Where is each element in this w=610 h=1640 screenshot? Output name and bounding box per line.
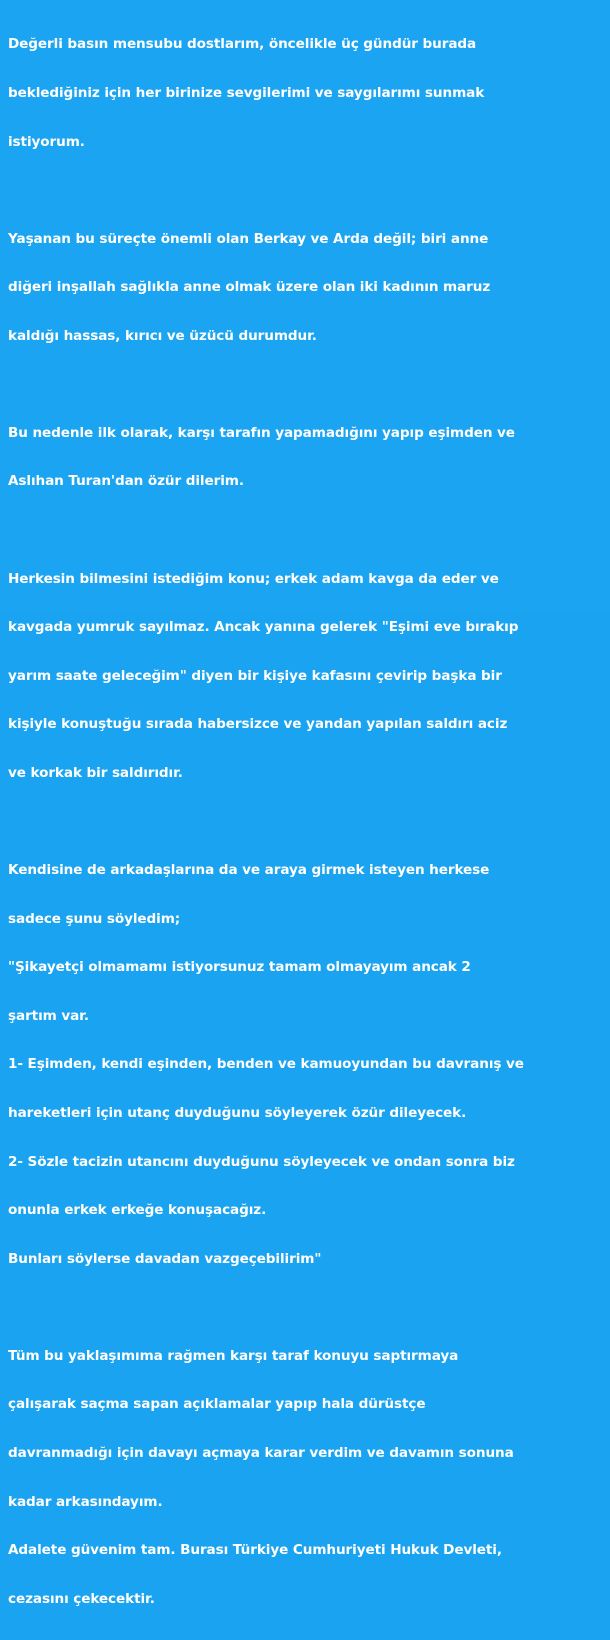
text-line: çalışarak saçma sapan açıklamalar yapıp hala dürüstçe xyxy=(8,1396,426,1413)
text-line: Aslıhan Turan'dan özür dilerim. xyxy=(8,473,244,490)
text-line: ve korkak bir saldırıdır. xyxy=(8,764,183,781)
text-line: Bu nedenle ilk olarak, karşı tarafın yapamadığını yapıp eşimden ve xyxy=(8,424,515,441)
paragraph-conditions xyxy=(8,830,602,1300)
text-line: diğeri inşallah sağlıkla anne olmak üzere olan iki kadının maruz xyxy=(8,279,491,296)
text-line: onunla erkek erkeğe konuşacağız. xyxy=(8,1202,267,1219)
text-line: Değerli basın mensubu dostlarım, öncelikle üç gündür burada xyxy=(8,36,477,53)
paragraph-greeting xyxy=(8,4,602,182)
text-line: Yaşanan bu süreçte önemli olan Berkay ve Arda değil; biri anne xyxy=(8,230,489,247)
text-line: hareketleri için utanç duyduğunu söyleyerek özür dileyecek. xyxy=(8,1105,467,1121)
text-line: istiyorum. xyxy=(8,133,85,150)
text-line: şartım var. xyxy=(8,1007,89,1024)
text-line: Bunları söylerse davadan vazgeçebilirim" xyxy=(8,1250,322,1267)
text-line: kişiyle konuştuğu sırada habersizce ve yandan yapılan saldırı aciz xyxy=(8,716,508,733)
paragraph-explanation xyxy=(8,538,602,813)
paragraph-situation xyxy=(8,198,602,376)
text-line: davranmadığı için davayı açmaya karar verdim ve davamın sonuna xyxy=(8,1445,514,1462)
text-line: kaldığı hassas, kırıcı ve üzücü durumdur. xyxy=(8,327,317,344)
text-line: cezasını çekecektir. xyxy=(8,1590,155,1607)
paragraph-conclusion xyxy=(8,1315,602,1639)
text-line: Herkesin bilmesini istediğim konu; erkek adam kavga da eder ve xyxy=(8,570,499,587)
text-line: kavgada yumruk sayılmaz. Ancak yanına gelerek "Eşimi eve bırakıp xyxy=(8,619,519,636)
text-line: kadar arkasındayım. xyxy=(8,1493,163,1510)
text-line: sadece şunu söyledim; xyxy=(8,910,181,927)
text-line: 1- Eşimden, kendi eşinden, benden ve kamuoyundan bu davranış ve xyxy=(8,1056,524,1073)
text-line: beklediğiniz için her birinize sevgilerimi ve saygılarımı sunmak xyxy=(8,85,485,102)
text-line: 2- Sözle tacizin utancını duyduğunu söyleyecek ve ondan sonra biz xyxy=(8,1153,515,1170)
paragraph-apology xyxy=(8,392,602,522)
text-line: "Şikayetçi olmamamı istiyorsunuz tamam olmayayım ancak 2 xyxy=(8,959,471,976)
text-line: Tüm bu yaklaşımıma rağmen karşı taraf konuyu saptırmaya xyxy=(8,1347,459,1364)
text-line: Kendisine de arkadaşlarına da ve araya girmek isteyen herkese xyxy=(8,861,490,878)
text-line: yarım saate geleceğim" diyen bir kişiye kafasını çevirip başka bir xyxy=(8,667,502,684)
text-line: Adalete güvenim tam. Burası Türkiye Cumhuriyeti Hukuk Devleti, xyxy=(8,1542,502,1559)
